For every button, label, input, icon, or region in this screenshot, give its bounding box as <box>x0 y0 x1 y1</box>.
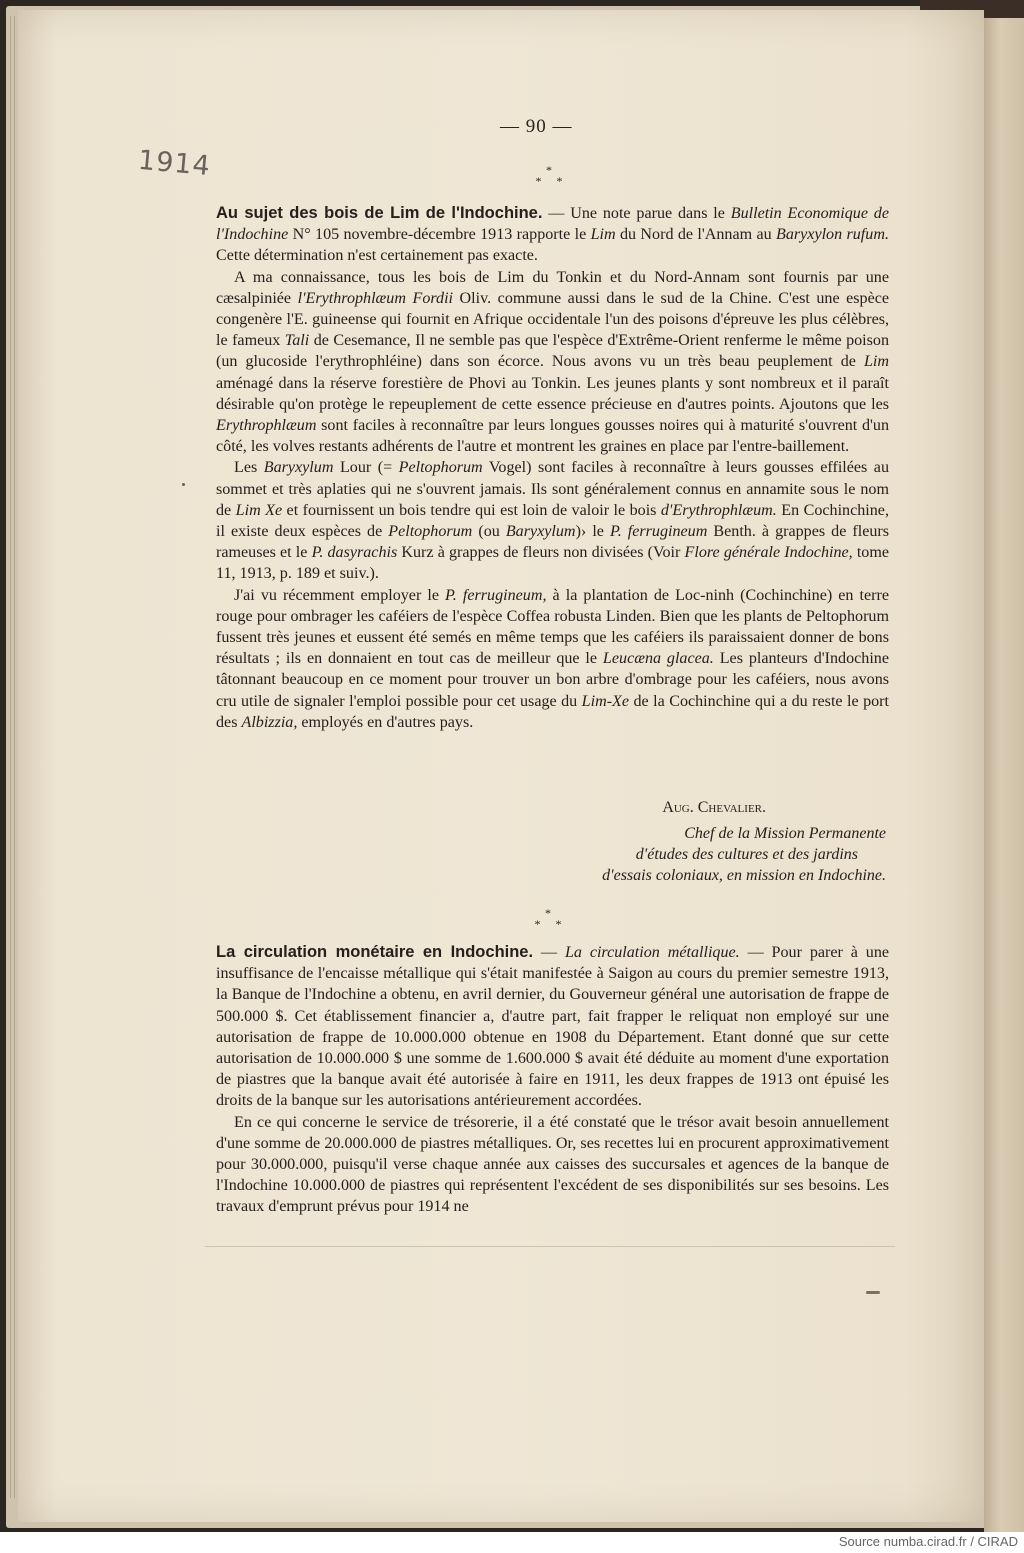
article-paragraph: En ce qui concerne le service de trésorerie, il a été constaté que le trésor avait besoin annuellement d'une somme de 20.000.000 de piastres métalliques. Or, ses recettes lui en procurent approximativement pour 30.000.000, puisqu'il verse chaque année aux caisses des succursales et agences de la banque de l'Indochine 10.000.000 de piastres qui représentent l'excédent de ses disponibilités sur ses besoins. Les travaux d'emprunt prévus pour 1914 ne <box>216 1113 889 1216</box>
article-lim-wood <box>216 203 889 733</box>
author-title-line: d'études des cultures et des jardins <box>635 846 858 863</box>
article-paragraph: A ma connaissance, tous les bois de Lim du Tonkin et du Nord-Annam sont fournis par une cæsalpiniée l'Erythrophlæum Fordii Oliv. commune aussi dans le sud de la Chine. C'est une espèce congenère l'E. guineense qui fournit en Afrique occidentale l'un des poisons d'épreuve les plus célèbres, le fameux Tali de Cesemance, Il ne semble pas que l'espèce d'Extrême-Orient renferme le même poison (un glucoside l'erythrophléine) dans son écorce. Nous avons vu un très beau peuplement de Lim aménagé dans la réserve forestière de Phovi au Tonkin. Les jeunes plants y sont nombreux et il paraît désirable qu'on protège le repeuplement de cette essence précieuse en d'autres points. Ajoutons que les Erythrophlæum sont faciles à reconnaître par leurs longues gousses noires qui à maturité s'ouvrent d'un côté, les volves restants adhérents de l'autre et montrent les graines en place par l'entre-baillement. <box>216 268 890 456</box>
article-paragraph: Au sujet des bois de Lim de l'Indochine. — Une note parue dans le Bulletin Economique de l'Indochine N° 105 novembre-décembre 1913 rapporte le Lim du Nord de l'Annam au Baryxylon rufum. Cette détermination n'est certainement pas exacte. <box>216 204 889 265</box>
page-edge-line <box>10 16 11 1498</box>
page-crease <box>205 1246 895 1247</box>
ink-smudge <box>866 1291 880 1294</box>
separator-star: * <box>545 906 551 920</box>
article-signature <box>460 797 886 886</box>
author-title-line: Chef de la Mission Permanente <box>684 825 886 842</box>
section-separator-stars <box>529 165 569 187</box>
page-number: — 90 — <box>500 116 573 137</box>
article-paragraph: J'ai vu récemment employer le P. ferrugineum, à la plantation de Loc-ninh (Cochinchine) en terre rouge pour ombrager les caféiers de l'espèce Coffea robusta Linden. Bien que les plants de Peltophorum fussent très jeunes et eussent été semés en même temps que les caféiers ils paraissaient donner de bons résultats ; ils en donnaient en tout cas de meilleur que le Leucæna glacea. Les planteurs d'Indochine tâtonnant beaucoup en ce moment pour trouver un bon arbre d'ombrage pour les caféiers, nous avons cru utile de signaler l'emploi possible pour cet usage du Lim-Xe de la Cochinchine qui a du reste le port des Albizzia, employés en d'autres pays. <box>216 586 890 731</box>
article-heading: La circulation monétaire en Indochine. <box>216 943 534 961</box>
article-monetary-circulation <box>216 942 889 1218</box>
article-paragraph: Les Baryxylum Lour (= Peltophorum Vogel) sont faciles à reconnaître à leurs gousses effilées au sommet et très aplaties qui ne s'ouvrent jamais. Ils sont généralement connus en annamite sous le nom de Lim Xe et fournissent un bois tendre qui est loin de valoir le bois d'Erythrophlæum. En Cochinchine, il existe deux espèces de Peltophorum (ou Baryxylum)› le P. ferrugineum Benth. à grappes de fleurs rameuses et le P. dasyrachis Kurz à grappes de fleurs non divisées (Voir Flore générale Indochine, tome 11, 1913, p. 189 et suiv.). <box>216 459 890 583</box>
adjacent-page-edge <box>984 0 1024 1532</box>
section-separator-stars <box>528 908 568 930</box>
article-heading: Au sujet des bois de Lim de l'Indochine. <box>216 204 543 222</box>
author-title-line: d'essais coloniaux, en mission en Indochine. <box>602 867 886 884</box>
source-credit: Source numba.cirad.fr / CIRAD <box>838 1534 1018 1549</box>
handwritten-year-note: 1914 <box>136 144 212 183</box>
article-subheading: La circulation métallique. <box>564 944 740 961</box>
separator-star-pair: * * <box>535 174 563 188</box>
article-paragraph: La circulation monétaire en Indochine. — La circulation métallique. — Pour parer à une insuffisance de l'encaisse métallique qui s'était manifestée à Saigon au cours du premier semestre 1913, la Banque de l'Indochine a obtenu, en avril dernier, du Gouverneur général une autorisation de frappe de 500.000 $. Cet établissement financier a, d'autre part, fait frapper le reliquat non employé sur une autorisation de frappe de 10.000.000 obtenue en 1908 du Département. Etant donné que sur cette autorisation de 10.000.000 $ une somme de 1.600.000 $ avait été déduite au moment d'une exportation de piastres que la banque avait été autorisée à faire en 1911, les deux frappes de 1913 ont épuisé les droits de la banque sur les autorisations antérieurement accordées. <box>216 943 890 1110</box>
separator-star-pair: * * <box>534 917 562 931</box>
separator-star: * <box>546 163 552 177</box>
page-edge-line <box>14 16 15 1498</box>
author-name: Aug. Chevalier. <box>662 799 766 816</box>
ink-speck <box>182 483 185 486</box>
